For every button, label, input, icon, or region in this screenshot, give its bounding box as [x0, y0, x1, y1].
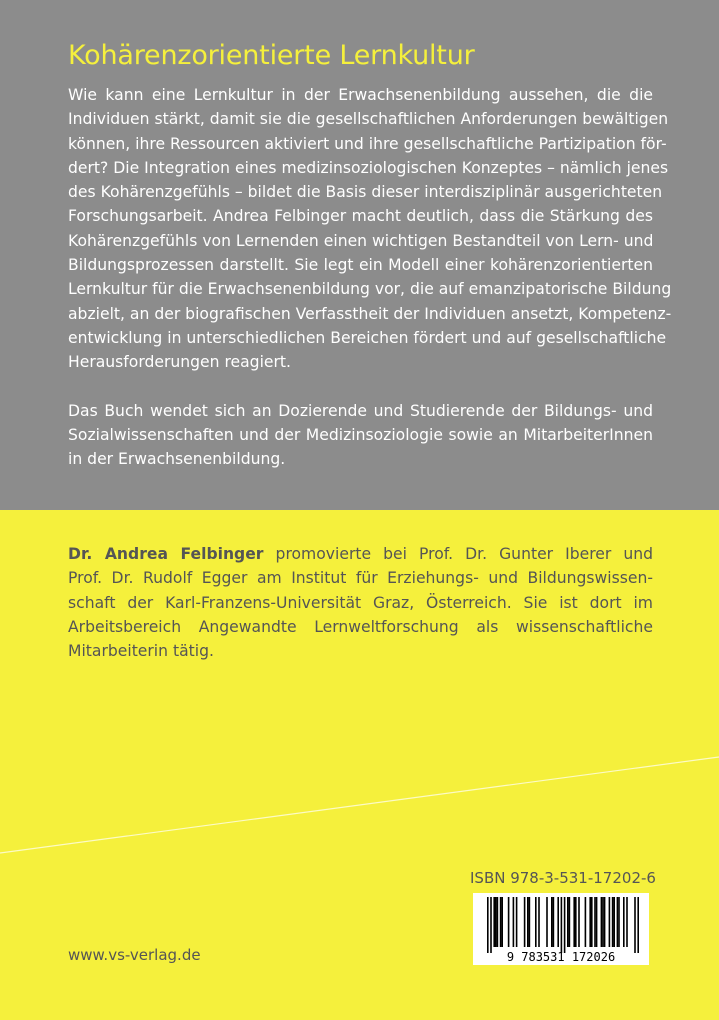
blurb-line: Sozialwissenschaften und der Medizinsoziologie sowie an MitarbeiterInnen	[68, 425, 653, 444]
barcode-bar	[589, 897, 591, 947]
blurb-line: des Kohärenzgefühls – bildet die Basis dieser interdisziplinär ausgerichteten	[68, 183, 663, 202]
author-bio-text: promovierte bei Prof. Dr. Gunter Iberer und	[263, 545, 654, 563]
blurb-line: dert? Die Integration eines medizinsoziologischen Konzeptes – nämlich jenes	[68, 158, 669, 177]
barcode-bar	[585, 897, 587, 947]
blurb-line: in der Erwachsenenbildung.	[68, 450, 286, 469]
barcode-bar	[538, 897, 540, 947]
barcode-bar	[490, 897, 492, 953]
barcode-bar	[591, 897, 593, 947]
barcode-bar	[567, 897, 569, 947]
barcode-bar	[594, 897, 596, 947]
blurb-line: Lernkultur für die Erwachsenenbildung vor, die auf emanzipatorische Bildung	[68, 280, 672, 299]
blurb-line: Bildungsprozessen darstellt. Sie legt ein Modell einer kohärenzorientierten	[68, 256, 653, 275]
barcode	[473, 893, 649, 965]
author-name: Dr. Andrea Felbinger	[68, 545, 264, 563]
barcode-bar	[573, 897, 575, 947]
blurb-line: abzielt, an der biografischen Verfasstheit der Individuen ansetzt, Kompetenz-	[68, 304, 672, 323]
barcode-bar	[501, 897, 503, 947]
isbn-label: ISBN 978-3-531-17202-6	[470, 869, 656, 887]
book-title: Kohärenzorientierte Lernkultur	[68, 40, 475, 71]
barcode-bar	[527, 897, 529, 947]
barcode-bar	[564, 897, 566, 953]
barcode-bar	[495, 897, 497, 947]
barcode-bar	[487, 897, 489, 953]
barcode-bar	[500, 897, 502, 947]
diagonal-line	[0, 757, 719, 853]
barcode-bar	[601, 897, 603, 947]
barcode-bar	[609, 897, 611, 947]
barcode-bar	[637, 897, 639, 953]
barcode-bar	[569, 897, 571, 947]
blurb-line: Herausforderungen reagiert.	[68, 353, 291, 372]
author-bio-line	[68, 542, 653, 566]
barcode-bar	[617, 897, 619, 947]
author-bio	[68, 542, 653, 663]
barcode-bar	[524, 897, 526, 947]
barcode-bar	[602, 897, 604, 947]
barcode-digits: 9 783531 172026	[506, 950, 616, 964]
barcode-graphic	[473, 893, 649, 965]
barcode-bar	[623, 897, 625, 947]
blurb-line: Kohärenzgefühls von Lernenden einen wichtigen Bestandteil von Lern- und	[68, 231, 654, 250]
author-bio-line: schaft der Karl-Franzens-Universität Graz, Österreich. Sie ist dort im	[68, 593, 653, 612]
blurb-line: Individuen stärkt, damit sie die gesellschaftlichen Anforderungen bewältigen	[68, 110, 669, 129]
author-bio-line: Arbeitsbereich Angewandte Lernweltforschung als wissenschaftliche	[68, 617, 653, 636]
barcode-bar	[612, 897, 614, 947]
barcode-bar	[596, 897, 598, 947]
barcode-bar	[497, 897, 499, 947]
blurb-line: Forschungsarbeit. Andrea Felbinger macht deutlich, dass die Stärkung des	[68, 207, 653, 226]
blurb-line: Das Buch wendet sich an Dozierende und Studierende der Bildungs- und	[68, 401, 653, 420]
barcode-bar	[529, 897, 531, 947]
barcode-bars	[487, 897, 639, 953]
author-bio-line: Mitarbeiterin tätig.	[68, 642, 214, 661]
barcode-bar	[546, 897, 548, 947]
barcode-bar	[516, 897, 518, 947]
barcode-bar	[578, 897, 580, 947]
barcode-bar	[604, 897, 606, 947]
author-bio-line: Prof. Dr. Rudolf Egger am Institut für Erziehungs- und Bildungswissen-	[68, 569, 653, 588]
barcode-bar	[618, 897, 620, 947]
publisher-url[interactable]: www.vs-verlag.de	[68, 946, 201, 964]
barcode-bar	[508, 897, 510, 947]
barcode-bar	[575, 897, 577, 947]
barcode-bar	[553, 897, 555, 947]
barcode-bar	[634, 897, 636, 953]
barcode-bar	[535, 897, 537, 947]
barcode-bar	[493, 897, 495, 947]
blurb-line: Wie kann eine Lernkultur in der Erwachsenenbildung aussehen, die die	[68, 86, 653, 104]
blurb-line: können, ihre Ressourcen aktiviert und ihre gesellschaftliche Partizipation för-	[68, 134, 667, 153]
blurb-line: entwicklung in unterschiedlichen Bereichen fördert und auf gesellschaftliche	[68, 328, 667, 347]
barcode-bar	[561, 897, 563, 953]
barcode-bar	[513, 897, 515, 947]
barcode-bar	[557, 897, 559, 947]
barcode-bar	[626, 897, 628, 947]
barcode-bar	[613, 897, 615, 947]
barcode-bar	[551, 897, 553, 947]
